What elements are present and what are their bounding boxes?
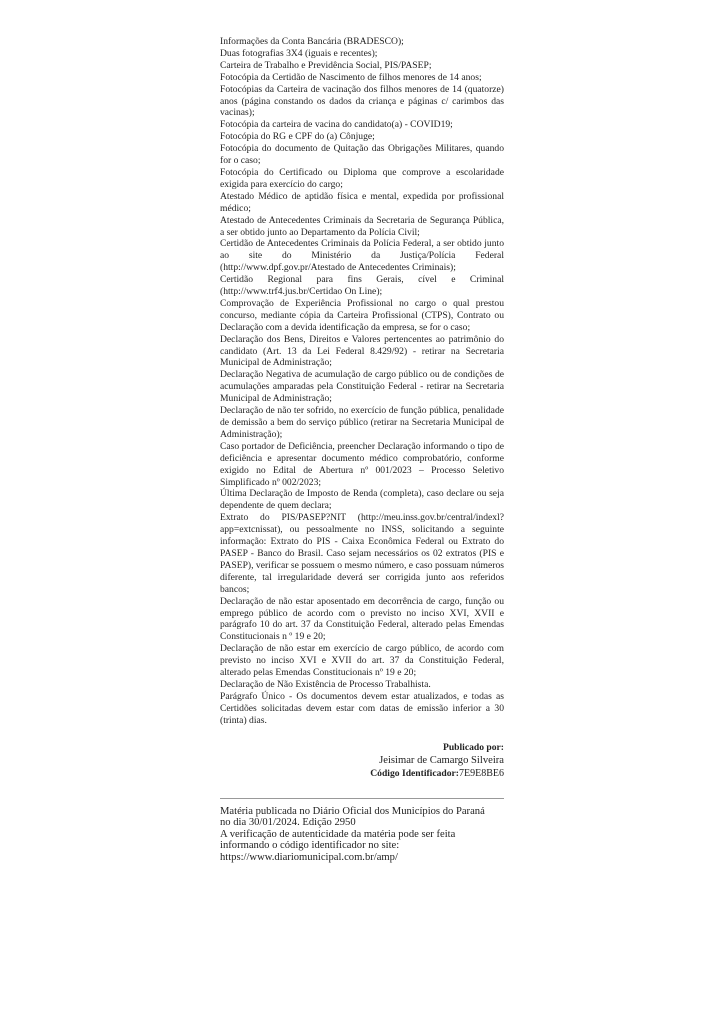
list-item: Declaração de não estar aposentado em decorrência de cargo, função ou emprego público de acordo com o previsto no inciso XVI, XVII e parágrafo 10 do art. 37 da Constituição Federal, alterado pelas Emendas Constitucionais n º 19 e 20; (220, 595, 504, 643)
list-item: Fotocópia da Certidão de Nascimento de filhos menores de 14 anos; (220, 71, 482, 83)
list-item: Declaração de Não Existência de Processo Trabalhista. (220, 678, 431, 690)
identifier-code-label: Código Identificador: (370, 767, 459, 779)
list-item: Extrato do PIS/PASEP?NIT (http://meu.inss.gov.br/central/indexl?app=extcnissat), ou pessoalmente no INSS, solicitando a seguinte informação: Extrato do PIS - Caixa Econômica Federal ou Extrato do PASEP - Banco do Brasil. Caso sejam necessários os 02 extratos (PIS e PASEP), verificar se possuem o mesmo número, e caso possuam números diferente, tal irregularidade deverá ser corrigida junto aos referidos bancos; (220, 512, 504, 595)
list-item: Caso portador de Deficiência, preencher Declaração informando o tipo de deficiência e apresentar documento médico comprobatório, conforme exigido no Edital de Abertura nº 001/2023 – Processo Seletivo Simplificado nº 002/2023; (220, 440, 504, 488)
required-documents-list (220, 36, 504, 727)
publication-signature (220, 741, 504, 780)
list-item: Fotocópia da carteira de vacina do candidato(a) - COVID19; (220, 119, 453, 131)
published-by-label: Publicado por: (442, 741, 504, 753)
footer-line: Matéria publicada no Diário Oficial dos Municípios do Paraná (220, 805, 485, 817)
document-column (220, 36, 504, 863)
list-item: Declaração Negativa de acumulação de cargo público ou de condições de acumulações amparadas pela Constituição Federal - retirar na Secretaria Municipal de Administração; (220, 369, 504, 405)
list-item: Declaração de não ter sofrido, no exercício de função pública, penalidade de demissão a bem do serviço público (retirar na Secretaria Municipal de Administração); (220, 405, 504, 440)
list-item: Carteira de Trabalho e Previdência Social, PIS/PASEP; (220, 59, 432, 71)
list-item: Atestado Médico de aptidão física e mental, expedida por profissional médico; (220, 190, 504, 214)
list-item: Certidão Regional para fins Gerais, cível e Criminal (http://www.trf4.jus.br/Certidao On Line); (220, 274, 504, 298)
list-item: Declaração de não estar em exercício de cargo público, de acordo com previsto no inciso XVI e XVII do art. 37 da Constituição Federal, alterado pelas Emendas Constitucionais nº 19 e 20; (220, 643, 504, 679)
publication-footer (220, 806, 504, 864)
list-item: Fotocópias da Carteira de vacinação dos filhos menores de 14 (quatorze) anos (página constando os dados da criança e páginas c/ carimbos das vacinas); (220, 83, 504, 119)
list-item: Atestado de Antecedentes Criminais da Secretaria de Segurança Pública, a ser obtido junto ao Departamento da Polícia Civil; (220, 214, 504, 238)
identifier-code-line (220, 767, 504, 780)
paragrafo-unico: Parágrafo Único - Os documentos devem estar atualizados, e todas as Certidões solicitadas devem estar com datas de emissão inferior a 30 (trinta) dias. (220, 690, 504, 726)
footer-url[interactable]: https://www.diariomunicipal.com.br/amp/ (220, 851, 398, 863)
list-item: Última Declaração de Imposto de Renda (completa), caso declare ou seja dependente de quem declara; (220, 488, 504, 512)
list-item: Fotocópia do Certificado ou Diploma que comprove a escolaridade exigida para exercício do cargo; (220, 166, 504, 190)
list-item: Declaração dos Bens, Direitos e Valores pertencentes ao patrimônio do candidato (Art. 13 da Lei Federal 8.429/92) - retirar na Secretaria Municipal de Administração; (220, 333, 504, 369)
list-item: Fotocópia do documento de Quitação das Obrigações Militares, quando for o caso; (220, 143, 504, 167)
footer-line: A verificação de autenticidade da matéria pode ser feita (220, 828, 456, 840)
list-item: Certidão de Antecedentes Criminais da Polícia Federal, a ser obtido junto ao site do Ministério da Justiça/Polícia Federal (http://www.dpf.gov.pr/Atestado de Antecedentes Criminais); (220, 238, 504, 274)
list-item: Comprovação de Experiência Profissional no cargo o qual prestou concurso, mediante cópia da Carteira Profissional (CTPS), Contrato ou Declaração com a devida identificação da empresa, se for o caso; (220, 297, 504, 333)
list-item: Duas fotografias 3X4 (iguais e recentes); (220, 47, 378, 59)
footer-line: no dia 30/01/2024. Edição 2950 (220, 817, 356, 829)
list-item: Informações da Conta Bancária (BRADESCO); (220, 36, 404, 47)
footer-divider (220, 798, 504, 799)
publisher-name: Jeisimar de Camargo Silveira (379, 754, 504, 766)
list-item: Fotocópia do RG e CPF do (a) Cônjuge; (220, 131, 375, 143)
identifier-code-value: 7E9E8BE6 (459, 767, 504, 779)
footer-line: informando o código identificador no site: (220, 840, 400, 852)
